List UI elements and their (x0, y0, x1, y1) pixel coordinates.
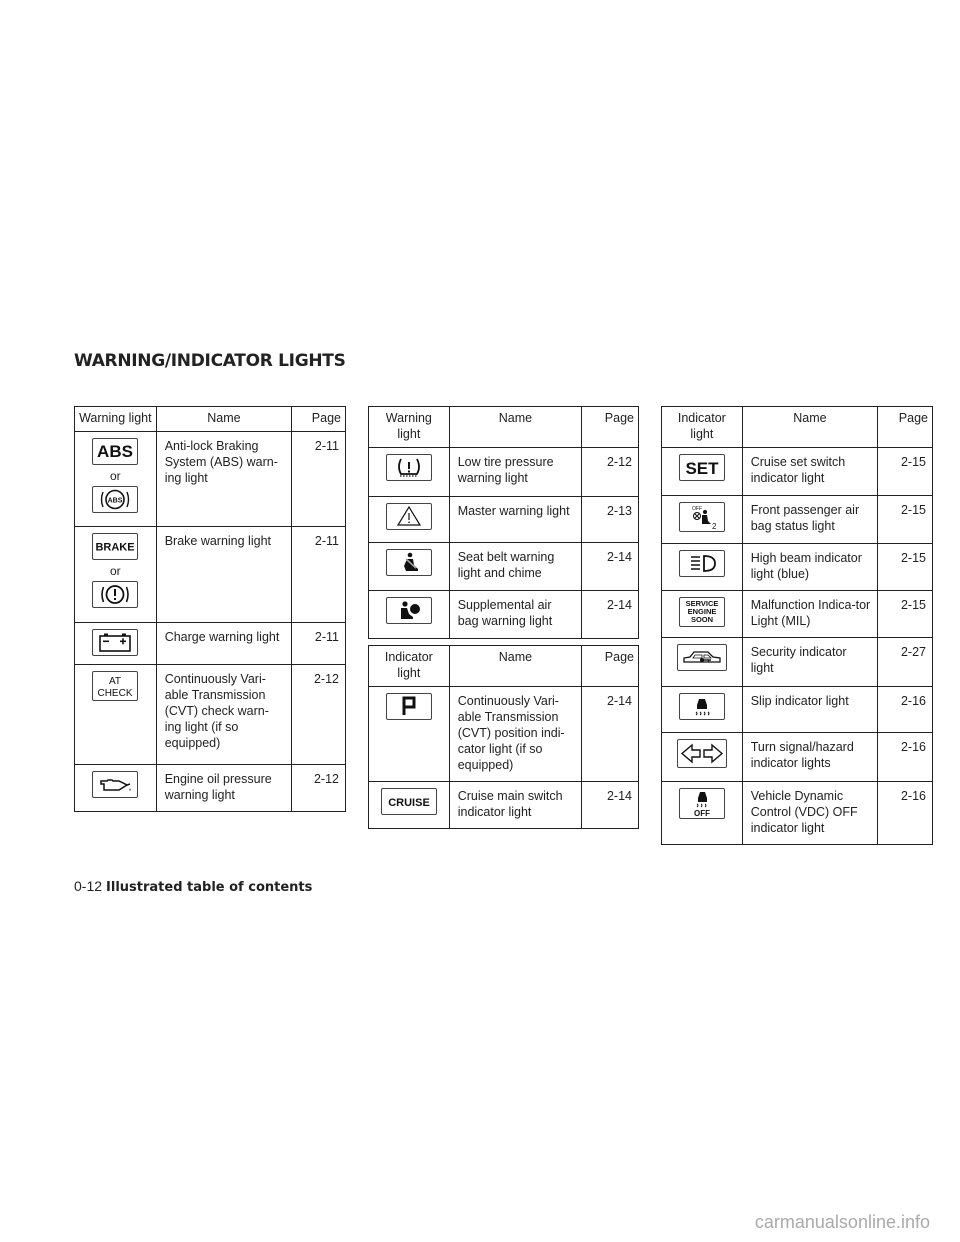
table-row (662, 638, 933, 687)
icon-cell (662, 638, 743, 687)
vdc-off-icon (679, 788, 725, 819)
svg-text:ENGINE: ENGINE (687, 607, 717, 616)
high-beam-icon (679, 550, 725, 577)
header-name: Name (742, 407, 877, 448)
svg-text:AT: AT (109, 676, 122, 687)
page-footer (74, 878, 312, 895)
icon-cell (75, 623, 157, 665)
svg-text:ABS: ABS (107, 497, 123, 505)
page-ref: 2-15 (878, 544, 933, 591)
icon-cell (75, 665, 157, 765)
page-ref: 2-12 (292, 765, 346, 812)
slip-car-icon (679, 693, 725, 720)
icon-cell (369, 543, 450, 591)
table-header-row (369, 407, 639, 448)
page-ref: 2-11 (292, 432, 346, 527)
warning-lights-table-1 (74, 406, 346, 812)
page-ref: 2-14 (582, 687, 639, 782)
light-name: Vehicle Dynamic Control (VDC) OFF indicator light (742, 782, 877, 845)
table-row (662, 544, 933, 591)
svg-text:CHECK: CHECK (97, 688, 133, 699)
header-warning-light: Warning light (369, 407, 450, 448)
light-name: Seat belt warning light and chime (449, 543, 582, 591)
svg-text:ABS: ABS (97, 442, 134, 461)
light-name: Engine oil pressure warning light (156, 765, 291, 812)
cruise-icon (381, 788, 437, 815)
light-name: Continuously Vari-able Transmission (CVT) position indi-cator light (if so equipped) (449, 687, 581, 782)
table-header-row (75, 407, 346, 432)
icon-cell (369, 782, 450, 829)
page-ref: 2-14 (582, 591, 639, 639)
icon-cell (369, 497, 450, 543)
header-warning-light: Warning light (75, 407, 157, 432)
icon-cell (369, 448, 450, 497)
page-ref: 2-27 (878, 638, 933, 687)
header-indicator-light: Indicator light (662, 407, 743, 448)
page-ref: 2-16 (878, 733, 933, 782)
light-name: Front passenger air bag status light (742, 496, 877, 544)
service-engine-soon-icon (679, 597, 725, 627)
light-name: High beam indicator light (blue) (742, 544, 877, 591)
table-row (369, 543, 639, 591)
table-row (662, 448, 933, 496)
passenger-airbag-off-icon (679, 502, 725, 532)
page-ref: 2-15 (878, 496, 933, 544)
svg-text:SOON: SOON (690, 615, 713, 624)
table-row (75, 527, 346, 623)
table-row (75, 665, 346, 765)
header-page: Page (292, 407, 346, 432)
light-name: Turn signal/hazard indicator lights (742, 733, 877, 782)
cvt-p-icon (386, 693, 432, 720)
page-ref: 2-16 (878, 687, 933, 733)
table-row (369, 782, 639, 829)
header-name: Name (156, 407, 291, 432)
svg-text:SERVICE: SERVICE (685, 599, 719, 608)
table-row (662, 591, 933, 638)
page-ref: 2-15 (878, 448, 933, 496)
header-name: Name (449, 407, 582, 448)
svg-text:OFF: OFF (691, 506, 702, 512)
table-row (662, 496, 933, 544)
icon-cell (662, 448, 743, 496)
header-page: Page (582, 407, 639, 448)
icon-cell (369, 591, 450, 639)
svg-text:BRAKE: BRAKE (95, 541, 135, 554)
tire-pressure-icon (386, 454, 432, 481)
light-name: Cruise set switch indicator light (742, 448, 877, 496)
icon-cell (369, 687, 450, 782)
page-ref: 2-11 (292, 527, 346, 623)
oil-can-icon (92, 771, 138, 798)
table-row (662, 687, 933, 733)
icon-cell (75, 527, 157, 623)
icon-cell (662, 496, 743, 544)
table-header-row (369, 646, 639, 687)
table-row (75, 432, 346, 527)
watermark: carmanualsonline.info (754, 1212, 930, 1232)
table-row (75, 765, 346, 812)
page-ref: 2-11 (292, 623, 346, 665)
light-name: Charge warning light (156, 623, 291, 665)
seatbelt-icon (386, 549, 432, 576)
icon-cell (662, 687, 743, 733)
svg-text:SET: SET (685, 459, 719, 478)
icon-cell (662, 591, 743, 638)
airbag-icon (386, 597, 432, 624)
master-warning-icon (386, 503, 432, 530)
table-row (662, 733, 933, 782)
header-indicator-light: Indicator light (369, 646, 450, 687)
abs-circle-icon (92, 486, 138, 513)
table-header-row (662, 407, 933, 448)
svg-text:CRUISE: CRUISE (388, 797, 430, 809)
icon-cell (75, 765, 157, 812)
icon-cell (662, 782, 743, 845)
brake-text-icon (92, 533, 138, 560)
table-row (662, 782, 933, 845)
icon-cell (75, 432, 157, 527)
light-name: Low tire pressure warning light (449, 448, 582, 497)
set-icon (679, 454, 725, 481)
table-row (369, 591, 639, 639)
turn-signal-arrows-icon (677, 739, 727, 768)
light-name: Brake warning light (156, 527, 291, 623)
or-label: or (110, 469, 121, 483)
page-ref: 2-14 (582, 782, 639, 829)
battery-icon (92, 629, 138, 656)
page-ref: 2-14 (582, 543, 639, 591)
light-name: Continuously Vari-able Transmission (CVT) check warn-ing light (if so equipped) (156, 665, 291, 765)
page-ref: 2-15 (878, 591, 933, 638)
page-ref: 2-16 (878, 782, 933, 845)
indicator-lights-table-2 (661, 406, 933, 845)
abs-text-icon (92, 438, 138, 465)
header-name: Name (449, 646, 581, 687)
light-name: Security indicator light (742, 638, 877, 687)
light-name: Supplemental air bag warning light (449, 591, 582, 639)
light-name: Cruise main switch indicator light (449, 782, 581, 829)
header-page: Page (582, 646, 639, 687)
security-car-key-icon (677, 644, 727, 671)
light-name: Anti-lock Braking System (ABS) warn-ing light (156, 432, 291, 527)
svg-text:OFF: OFF (693, 809, 710, 818)
light-name: Slip indicator light (742, 687, 877, 733)
table-row (75, 623, 346, 665)
page-ref: 2-12 (292, 665, 346, 765)
light-name: Master warning light (449, 497, 582, 543)
icon-cell (662, 544, 743, 591)
section-title: WARNING/INDICATOR LIGHTS (74, 351, 346, 371)
or-label: or (110, 564, 121, 578)
page-ref: 2-13 (582, 497, 639, 543)
brake-circle-icon (92, 581, 138, 608)
light-name: Malfunction Indica-tor Light (MIL) (742, 591, 877, 638)
at-check-icon (92, 671, 138, 701)
page-number: 0-12 (74, 878, 103, 894)
footer-title: Illustrated table of contents (106, 880, 313, 895)
table-row (369, 448, 639, 497)
warning-lights-table-2 (368, 406, 639, 639)
indicator-lights-table-1 (368, 645, 639, 829)
table-row (369, 497, 639, 543)
icon-cell (662, 733, 743, 782)
header-page: Page (878, 407, 933, 448)
table-row (369, 687, 639, 782)
page-ref: 2-12 (582, 448, 639, 497)
svg-text:2: 2 (711, 522, 717, 531)
